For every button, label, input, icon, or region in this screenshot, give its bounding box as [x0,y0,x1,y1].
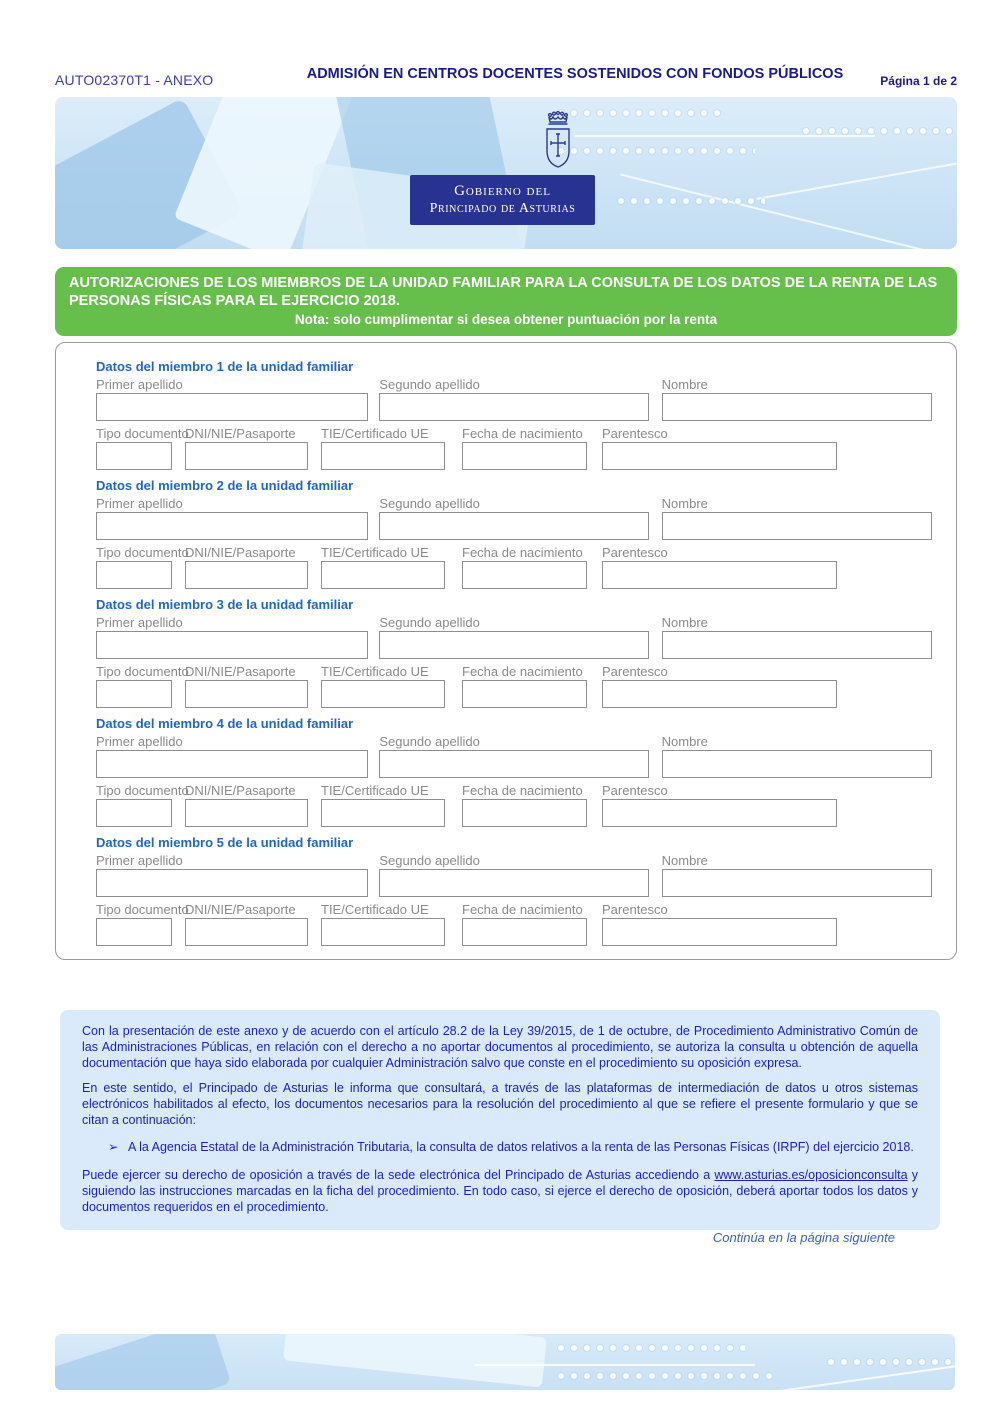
dni-nie-pasaporte-label: DNI/NIE/Pasaporte [185,426,296,441]
footer-decoration [55,1334,231,1390]
circuit-dots-decoration [800,125,957,138]
tie-certificado-ue-label: TIE/Certificado UE [321,902,429,917]
tie-certificado-ue-label: TIE/Certificado UE [321,545,429,560]
circuit-dots-decoration [555,1370,775,1383]
primer-apellido-label: Primer apellido [96,853,183,868]
irpf-bullet-text: A la Agencia Estatal de la Administración Tributaria, la consulta de datos relativos a la renta de las Personas Físicas (IRPF) del ejercicio 2018. [128,1140,914,1154]
dni-nie-pasaporte-input-m2[interactable] [185,561,308,589]
tie-certificado-ue-label: TIE/Certificado UE [321,426,429,441]
page-title: ADMISIÓN EN CENTROS DOCENTES SOSTENIDOS CON FONDOS PÚBLICOS [306,66,844,82]
members-container [96,359,932,946]
parentesco-label: Parentesco [602,664,668,679]
tipo-documento-input-m2[interactable] [96,561,172,589]
nombre-input-m1[interactable] [662,393,932,421]
page-number: Página 1 de 2 [880,74,957,88]
circuit-dots-decoration [555,1342,745,1355]
tipo-documento-label: Tipo documento [96,545,189,560]
family-members-form [55,342,957,960]
nombre-label: Nombre [661,377,708,392]
tipo-documento-label: Tipo documento [96,783,189,798]
oposicion-consulta-link[interactable]: www.asturias.es/oposicionconsulta [714,1168,908,1182]
government-logo-box [410,175,595,225]
tipo-documento-label: Tipo documento [96,664,189,679]
primer-apellido-input-m5[interactable] [96,869,368,897]
tipo-documento-input-m5[interactable] [96,918,172,946]
dni-nie-pasaporte-input-m3[interactable] [185,680,308,708]
continuation-note: Continúa en la página siguiente [712,1230,895,1245]
segundo-apellido-input-m1[interactable] [379,393,648,421]
legal-paragraph-1: Con la presentación de este anexo y de acuerdo con el artículo 28.2 de la Ley 39/2015, de 1 de octubre, de Procedimiento Administrativo Común de las Administraciones Públicas, en relación con el derecho a no aportar documentos al procedimiento, se autoriza la consulta u obtención de aquella documentación que haya sido elaborada por cualquier Administración salvo que conste en el procedimiento su oposición expresa. [82,1024,918,1070]
nombre-input-m3[interactable] [662,631,932,659]
member-section [96,835,932,946]
parentesco-input-m2[interactable] [602,561,837,589]
parentesco-input-m4[interactable] [602,799,837,827]
legal-paragraph-2: En este sentido, el Principado de Asturias le informa que consultará, a través de las plataformas de intermediación de datos u otros sistemas electrónicos habilitados al efecto, los documentos necesarios para la resolución del procedimiento al que se refiere el presente formulario y que se citan a continuación: [82,1081,918,1127]
tie-certificado-ue-label: TIE/Certificado UE [321,783,429,798]
parentesco-input-m1[interactable] [602,442,837,470]
tie-certificado-ue-input-m1[interactable] [321,442,445,470]
primer-apellido-input-m1[interactable] [96,393,368,421]
nombre-label: Nombre [661,496,708,511]
paragraph-3-prefix: Puede ejercer su derecho de oposición a través de la sede electrónica del Principado de Asturias accediendo a [82,1168,715,1182]
parentesco-label: Parentesco [602,783,668,798]
arrow-bullet-icon: ➢ [108,1140,119,1154]
segundo-apellido-label: Segundo apellido [379,496,480,511]
segundo-apellido-label: Segundo apellido [379,734,480,749]
segundo-apellido-input-m4[interactable] [379,750,648,778]
primer-apellido-input-m2[interactable] [96,512,368,540]
member-heading: Datos del miembro 4 de la unidad familiar [96,716,354,731]
circuit-dots-decoration [825,1356,955,1369]
dni-nie-pasaporte-label: DNI/NIE/Pasaporte [185,545,296,560]
tipo-documento-label: Tipo documento [96,902,189,917]
dni-nie-pasaporte-label: DNI/NIE/Pasaporte [185,664,296,679]
circuit-trace-decoration [475,1364,755,1366]
dni-nie-pasaporte-input-m5[interactable] [185,918,308,946]
primer-apellido-label: Primer apellido [96,615,183,630]
dni-nie-pasaporte-input-m4[interactable] [185,799,308,827]
tie-certificado-ue-input-m2[interactable] [321,561,445,589]
nombre-label: Nombre [661,853,708,868]
legal-info-box [60,1010,940,1230]
parentesco-input-m3[interactable] [602,680,837,708]
nombre-input-m4[interactable] [662,750,932,778]
tipo-documento-input-m3[interactable] [96,680,172,708]
tipo-documento-input-m1[interactable] [96,442,172,470]
member-heading: Datos del miembro 5 de la unidad familiar [96,835,354,850]
segundo-apellido-input-m2[interactable] [379,512,648,540]
fecha-nacimiento-label: Fecha de nacimiento [462,545,583,560]
tipo-documento-label: Tipo documento [96,426,189,441]
member-heading: Datos del miembro 2 de la unidad familiar [96,478,354,493]
member-section [96,359,932,470]
legal-paragraph-3 [82,1167,918,1215]
primer-apellido-label: Primer apellido [96,496,183,511]
fecha-nacimiento-label: Fecha de nacimiento [462,664,583,679]
member-section [96,716,932,827]
authorization-banner [55,267,957,336]
asturias-coat-of-arms-icon [493,111,623,178]
primer-apellido-label: Primer apellido [96,377,183,392]
nombre-input-m5[interactable] [662,869,932,897]
member-section [96,478,932,589]
form-code: AUTO02370T1 - ANEXO [55,72,214,88]
fecha-nacimiento-input-m4[interactable] [462,799,587,827]
footer-decorative-strip [55,1334,955,1390]
primer-apellido-input-m4[interactable] [96,750,368,778]
authorization-banner-text: AUTORIZACIONES DE LOS MIEMBROS DE LA UNIDAD FAMILIAR PARA LA CONSULTA DE LOS DATOS DE LA RENTA DE LAS PERSONAS FÍSICAS PARA EL EJERCICIO 2018. [69,275,938,309]
fecha-nacimiento-input-m3[interactable] [462,680,587,708]
segundo-apellido-label: Segundo apellido [379,615,480,630]
parentesco-input-m5[interactable] [602,918,837,946]
tie-certificado-ue-input-m5[interactable] [321,918,445,946]
member-section [96,597,932,708]
page-header [55,66,957,88]
fecha-nacimiento-label: Fecha de nacimiento [462,783,583,798]
fecha-nacimiento-label: Fecha de nacimiento [462,426,583,441]
parentesco-label: Parentesco [602,902,668,917]
fecha-nacimiento-input-m2[interactable] [462,561,587,589]
nombre-input-m2[interactable] [662,512,932,540]
dni-nie-pasaporte-input-m1[interactable] [185,442,308,470]
member-heading: Datos del miembro 3 de la unidad familiar [96,597,354,612]
circuit-dots-decoration [615,195,765,208]
tie-certificado-ue-label: TIE/Certificado UE [321,664,429,679]
circuit-trace-decoration [620,173,957,249]
circuit-trace-decoration [757,156,957,200]
footer-decoration [283,1334,547,1387]
tie-certificado-ue-input-m4[interactable] [321,799,445,827]
government-name-line2: Principado de Asturias [429,200,576,216]
parentesco-label: Parentesco [602,426,668,441]
fecha-nacimiento-input-m1[interactable] [462,442,587,470]
member-heading: Datos del miembro 1 de la unidad familiar [96,359,354,374]
tipo-documento-input-m4[interactable] [96,799,172,827]
parentesco-label: Parentesco [602,545,668,560]
fecha-nacimiento-label: Fecha de nacimiento [462,902,583,917]
dni-nie-pasaporte-label: DNI/NIE/Pasaporte [185,783,296,798]
nombre-label: Nombre [661,734,708,749]
nombre-label: Nombre [661,615,708,630]
primer-apellido-input-m3[interactable] [96,631,368,659]
primer-apellido-label: Primer apellido [96,734,183,749]
segundo-apellido-label: Segundo apellido [379,853,480,868]
dni-nie-pasaporte-label: DNI/NIE/Pasaporte [185,902,296,917]
segundo-apellido-input-m5[interactable] [379,869,648,897]
tie-certificado-ue-input-m3[interactable] [321,680,445,708]
government-banner [55,97,957,249]
paragraph-3-suffix: y siguiendo las instrucciones marcadas en la ficha del procedimiento. En todo caso, si ejerce el derecho de oposición, deberá aportar todos los datos y documentos requeridos en el procedimiento. [82,1168,918,1214]
segundo-apellido-input-m3[interactable] [379,631,648,659]
segundo-apellido-label: Segundo apellido [379,377,480,392]
government-name-line1: Gobierno del [454,183,551,200]
irpf-bullet-item [108,1139,918,1155]
authorization-banner-note: Nota: solo cumplimentar si desea obtener puntuación por la renta [294,312,718,328]
fecha-nacimiento-input-m5[interactable] [462,918,587,946]
